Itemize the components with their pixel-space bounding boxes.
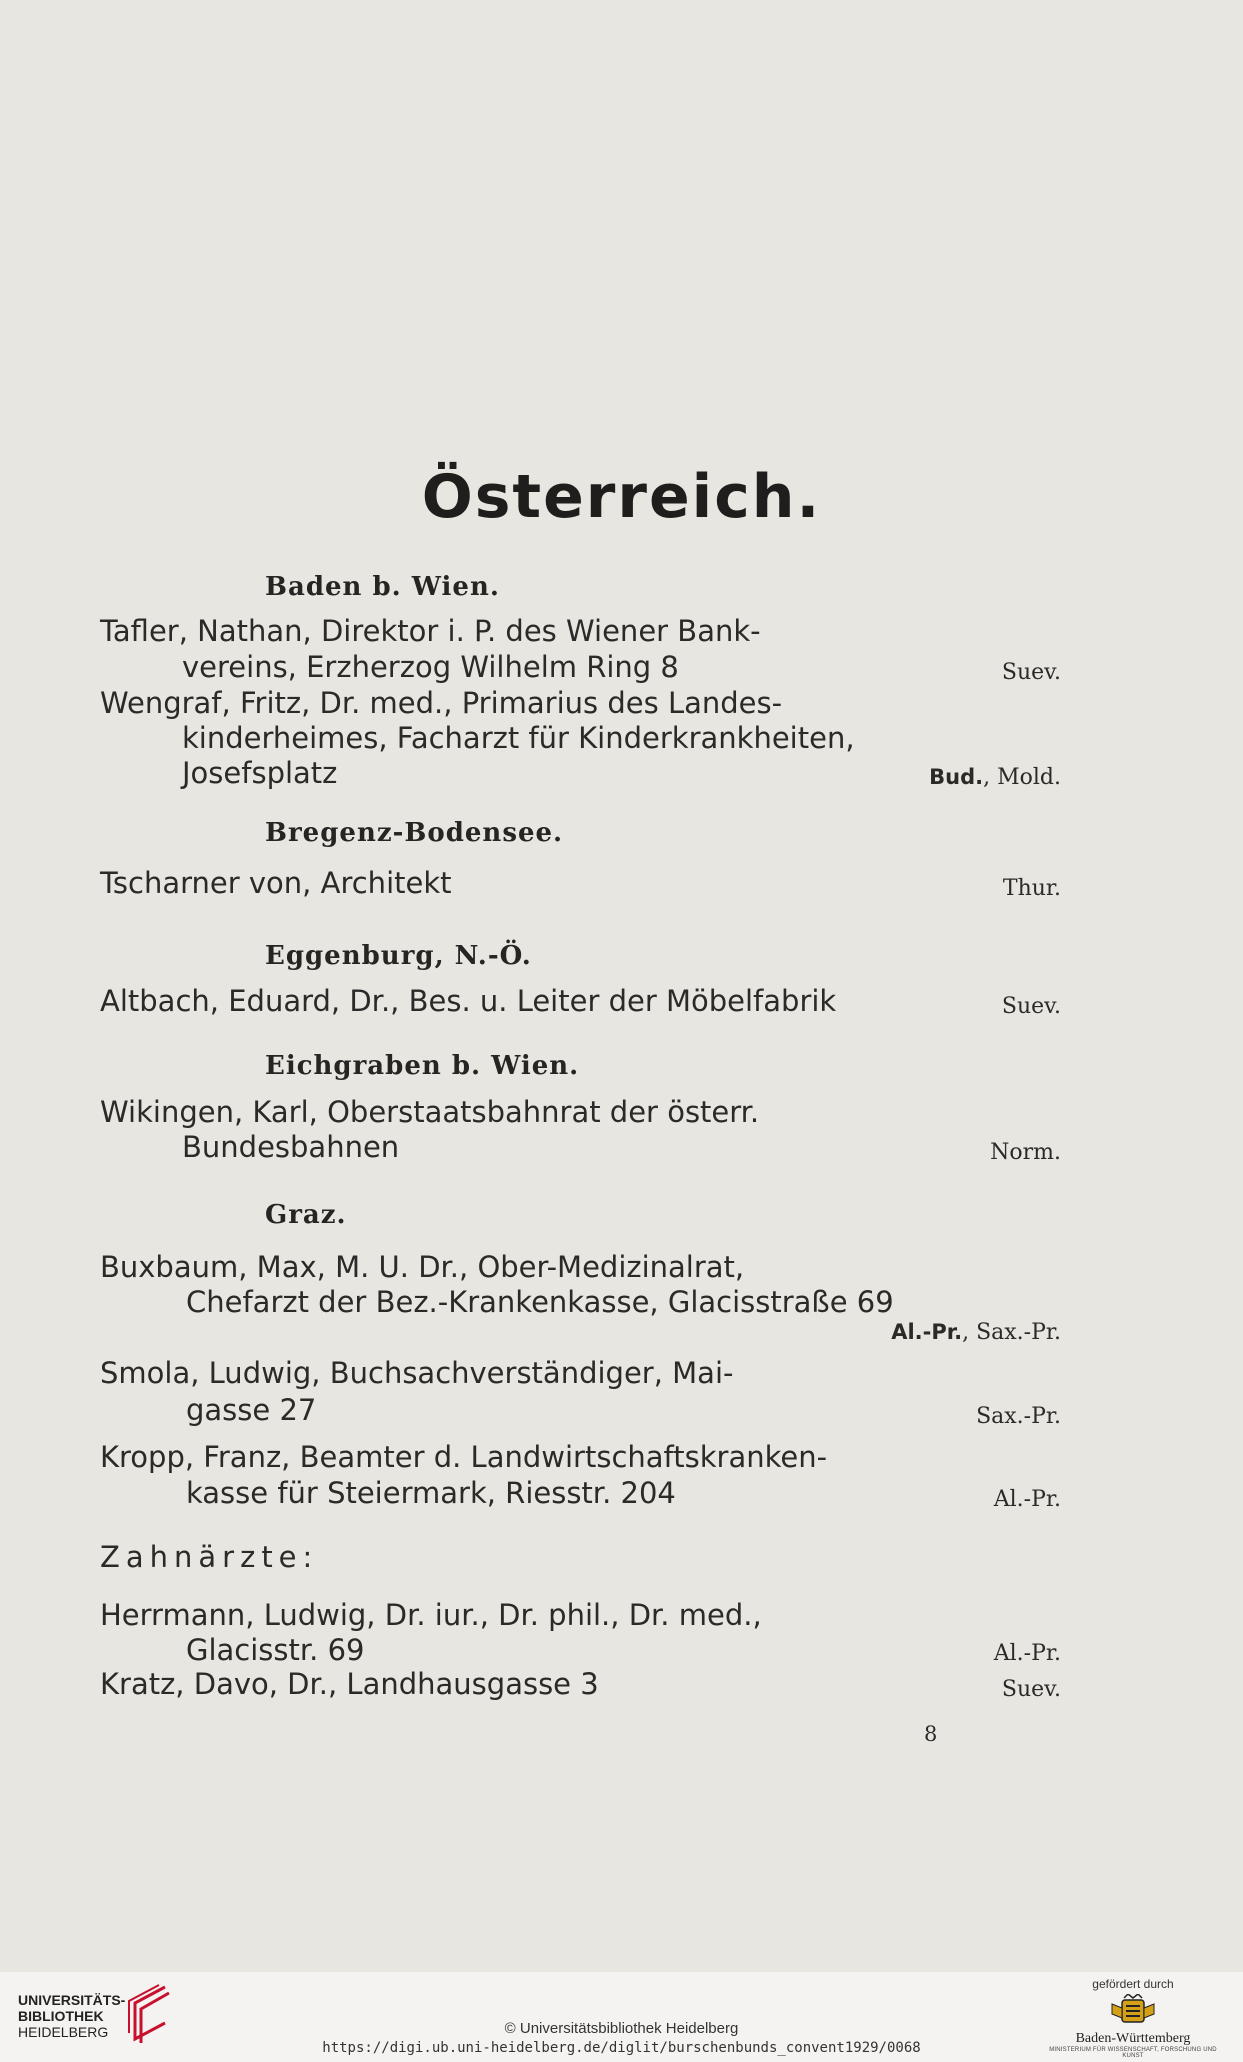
copyright-text: © Universitätsbibliothek Heidelberg <box>504 2020 739 2037</box>
entry-line: gasse 27 <box>186 1393 317 1427</box>
entry-line: kinderheimes, Facharzt für Kinderkrankheiten, <box>182 721 855 755</box>
coat-of-arms-icon <box>1108 1994 1158 2026</box>
section-heading-eichgraben: Eichgraben b. Wien. <box>265 1051 580 1081</box>
page-title: Österreich. <box>421 462 822 532</box>
fraternity-tag: Al.-Pr. <box>993 1487 1061 1512</box>
funder-name: Baden-Württemberg <box>1075 2031 1191 2046</box>
fraternity-tag: Thur. <box>1002 876 1061 901</box>
section-heading-graz: Graz. <box>265 1200 347 1230</box>
entry-line: Kropp, Franz, Beamter d. Landwirtschaftskranken- <box>100 1440 828 1474</box>
library-line3: HEIDELBERG <box>18 2024 109 2040</box>
entry-line: kasse für Steiermark, Riesstr. 204 <box>186 1476 676 1510</box>
entry-line: Glacisstr. 69 <box>186 1633 365 1667</box>
page-url-link[interactable]: https://digi.ub.uni-heidelberg.de/diglit/burschenbunds_convent1929/0068 <box>322 2040 921 2056</box>
subheading-dentists: Zahnärzte: <box>100 1540 319 1574</box>
entry-line: vereins, Erzherzog Wilhelm Ring 8 <box>182 650 679 684</box>
entry-line: Wengraf, Fritz, Dr. med., Primarius des Landes- <box>100 686 783 720</box>
entry-line: Tafler, Nathan, Direktor i. P. des Wiener Bank- <box>100 614 761 648</box>
section-heading-baden: Baden b. Wien. <box>265 572 500 602</box>
fraternity-tag: Suev. <box>1001 994 1061 1019</box>
entry-line: Bundesbahnen <box>182 1130 400 1164</box>
fraternity-tag-rest: , Sax.-Pr. <box>962 1320 1061 1345</box>
library-line2: BIBLIOTHEK <box>18 2008 104 2024</box>
section-heading-eggenburg: Eggenburg, N.-Ö. <box>265 941 532 971</box>
entry-line: Tscharner von, Architekt <box>100 866 452 900</box>
fraternity-tag-bold: Al.-Pr. <box>891 1320 963 1344</box>
funder-subtitle: MINISTERIUM FÜR WISSENSCHAFT, FORSCHUNG UND KUNST <box>1049 2047 1217 2059</box>
fraternity-tag: Norm. <box>990 1140 1061 1165</box>
fraternity-tag <box>929 765 1061 790</box>
entry-line: Herrmann, Ludwig, Dr. iur., Dr. phil., Dr. med., <box>100 1598 762 1632</box>
section-heading-bregenz: Bregenz-Bodensee. <box>265 818 564 848</box>
funded-by-label: gefördert durch <box>1092 1977 1174 1991</box>
page-number: 8 <box>924 1722 938 1746</box>
fraternity-tag <box>891 1320 1061 1345</box>
fraternity-tag: Suev. <box>1001 660 1061 685</box>
entry-line: Altbach, Eduard, Dr., Bes. u. Leiter der Möbelfabrik <box>100 984 837 1018</box>
entry-line: Buxbaum, Max, M. U. Dr., Ober-Medizinalrat, <box>100 1250 745 1284</box>
entry-line: Kratz, Davo, Dr., Landhausgasse 3 <box>100 1667 599 1701</box>
fraternity-tag: Al.-Pr. <box>993 1641 1061 1666</box>
entry-line: Smola, Ludwig, Buchsachverständiger, Mai- <box>100 1356 734 1390</box>
fraternity-tag: Suev. <box>1001 1677 1061 1702</box>
entry-line: Wikingen, Karl, Oberstaatsbahnrat der österr. <box>100 1095 760 1129</box>
entry-line: Chefarzt der Bez.-Krankenkasse, Glacisstraße 69 <box>186 1285 894 1319</box>
library-line1: UNIVERSITÄTS- <box>18 1992 126 2008</box>
fraternity-tag-bold: Bud. <box>929 765 984 789</box>
fraternity-tag-rest: , Mold. <box>983 765 1061 790</box>
entry-line: Josefsplatz <box>182 756 338 790</box>
fraternity-tag: Sax.-Pr. <box>976 1404 1061 1429</box>
